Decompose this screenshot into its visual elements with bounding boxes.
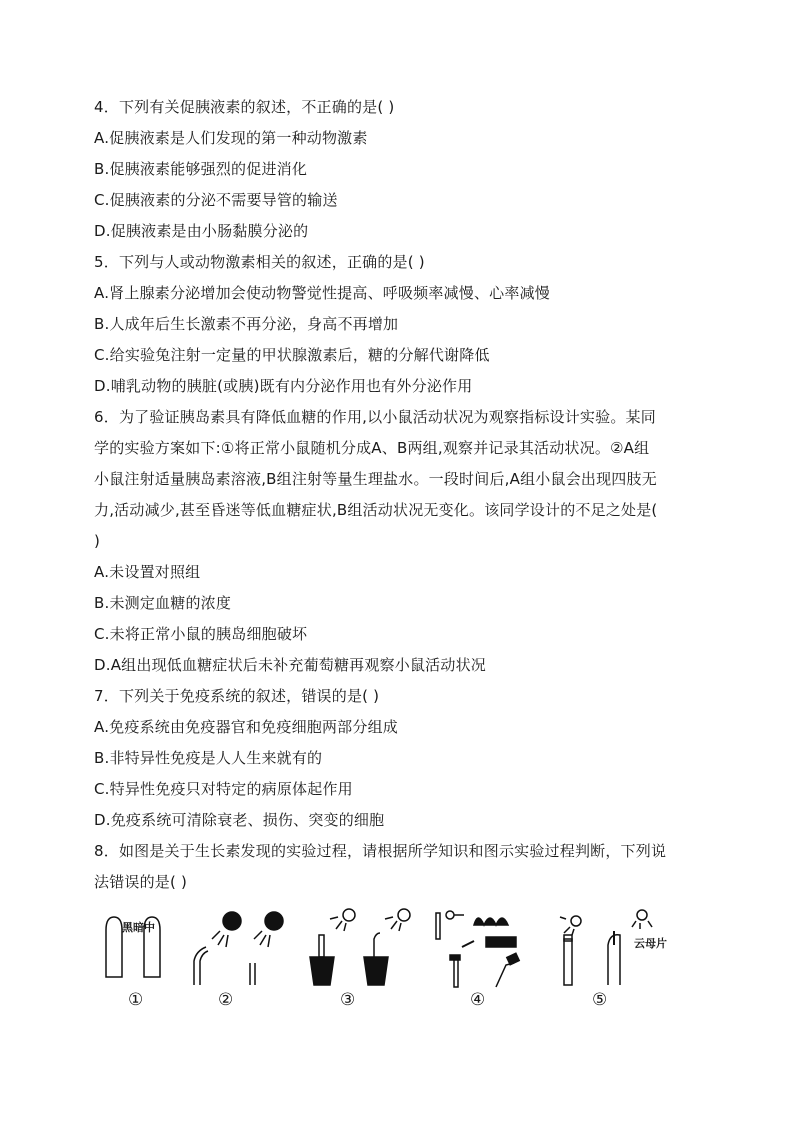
figure-number-5: ⑤ bbox=[592, 990, 608, 1010]
q8-stem-line-1: 8．如图是关于生长素发现的实验过程，请根据所学知识和图示实验过程判断，下列说 bbox=[94, 842, 667, 860]
q5-option-d: D.哺乳动物的胰脏(或胰)既有内分泌作用也有外分泌作用 bbox=[94, 377, 473, 395]
q5-option-a: A.肾上腺素分泌增加会使动物警觉性提高、呼吸频率减慢、心率减慢 bbox=[94, 284, 550, 302]
q7-option-b: B.非特异性免疫是人人生来就有的 bbox=[94, 749, 323, 767]
q4-stem: 4．下列有关促胰液素的叙述，不正确的是( ) bbox=[94, 98, 395, 116]
q6-option-d: D.A组出现低血糖症状后未补充葡萄糖再观察小鼠活动状况 bbox=[94, 656, 486, 674]
q8-stem-line-2: 法错误的是( ) bbox=[94, 873, 188, 891]
q6-stem-line-3: 小鼠注射适量胰岛素溶液,B组注射等量生理盐水。一段时间后,A组小鼠会出现四肢无 bbox=[94, 470, 657, 488]
q6-stem-line-2: 学的实验方案如下:①将正常小鼠随机分成A、B两组,观察并记录其活动状况。②A组 bbox=[94, 439, 650, 457]
figure-number-1: ① bbox=[128, 990, 144, 1010]
q5-stem: 5．下列与人或动物激素相关的叙述，正确的是( ) bbox=[94, 253, 425, 271]
experiment-3-drawing bbox=[310, 909, 410, 985]
figure-number-3: ③ bbox=[340, 990, 356, 1010]
q6-option-b: B.未测定血糖的浓度 bbox=[94, 594, 232, 612]
q6-option-c: C.未将正常小鼠的胰岛细胞破坏 bbox=[94, 625, 308, 643]
q7-option-c: C.特异性免疫只对特定的病原体起作用 bbox=[94, 780, 353, 798]
q5-option-b: B.人成年后生长激素不再分泌，身高不再增加 bbox=[94, 315, 399, 333]
q6-stem-line-4: 力,活动减少,甚至昏迷等低血糖症状,B组活动状况无变化。该同学设计的不足之处是( bbox=[94, 501, 658, 519]
q7-option-d: D.免疫系统可清除衰老、损伤、突变的细胞 bbox=[94, 811, 385, 829]
q6-stem-line-1: 6．为了验证胰岛素具有降低血糖的作用,以小鼠活动状况为观察指标设计实验。某同 bbox=[94, 408, 656, 426]
q6-option-a: A.未设置对照组 bbox=[94, 563, 201, 581]
q4-option-b: B.促胰液素能够强烈的促进消化 bbox=[94, 160, 308, 178]
experiment-2-drawing bbox=[194, 912, 283, 985]
darkness-label: 黑暗中 bbox=[122, 921, 155, 934]
experiment-drawings bbox=[94, 905, 714, 1015]
q4-option-d: D.促胰液素是由小肠黏膜分泌的 bbox=[94, 222, 309, 240]
experiment-4-drawing bbox=[436, 911, 519, 987]
mica-sheet-label: 云母片 bbox=[634, 937, 667, 950]
auxin-experiment-figure bbox=[94, 905, 714, 1015]
figure-number-2: ② bbox=[218, 990, 234, 1010]
q7-stem: 7．下列关于免疫系统的叙述，错误的是( ) bbox=[94, 687, 380, 705]
q6-stem-line-5: ) bbox=[94, 532, 101, 550]
q4-option-a: A.促胰液素是人们发现的第一种动物激素 bbox=[94, 129, 368, 147]
figure-number-4: ④ bbox=[470, 990, 486, 1010]
question-list bbox=[94, 92, 714, 898]
q5-option-c: C.给实验兔注射一定量的甲状腺激素后，糖的分解代谢降低 bbox=[94, 346, 490, 364]
q7-option-a: A.免疫系统由免疫器官和免疫细胞两部分组成 bbox=[94, 718, 398, 736]
q4-option-c: C.促胰液素的分泌不需要导管的输送 bbox=[94, 191, 338, 209]
